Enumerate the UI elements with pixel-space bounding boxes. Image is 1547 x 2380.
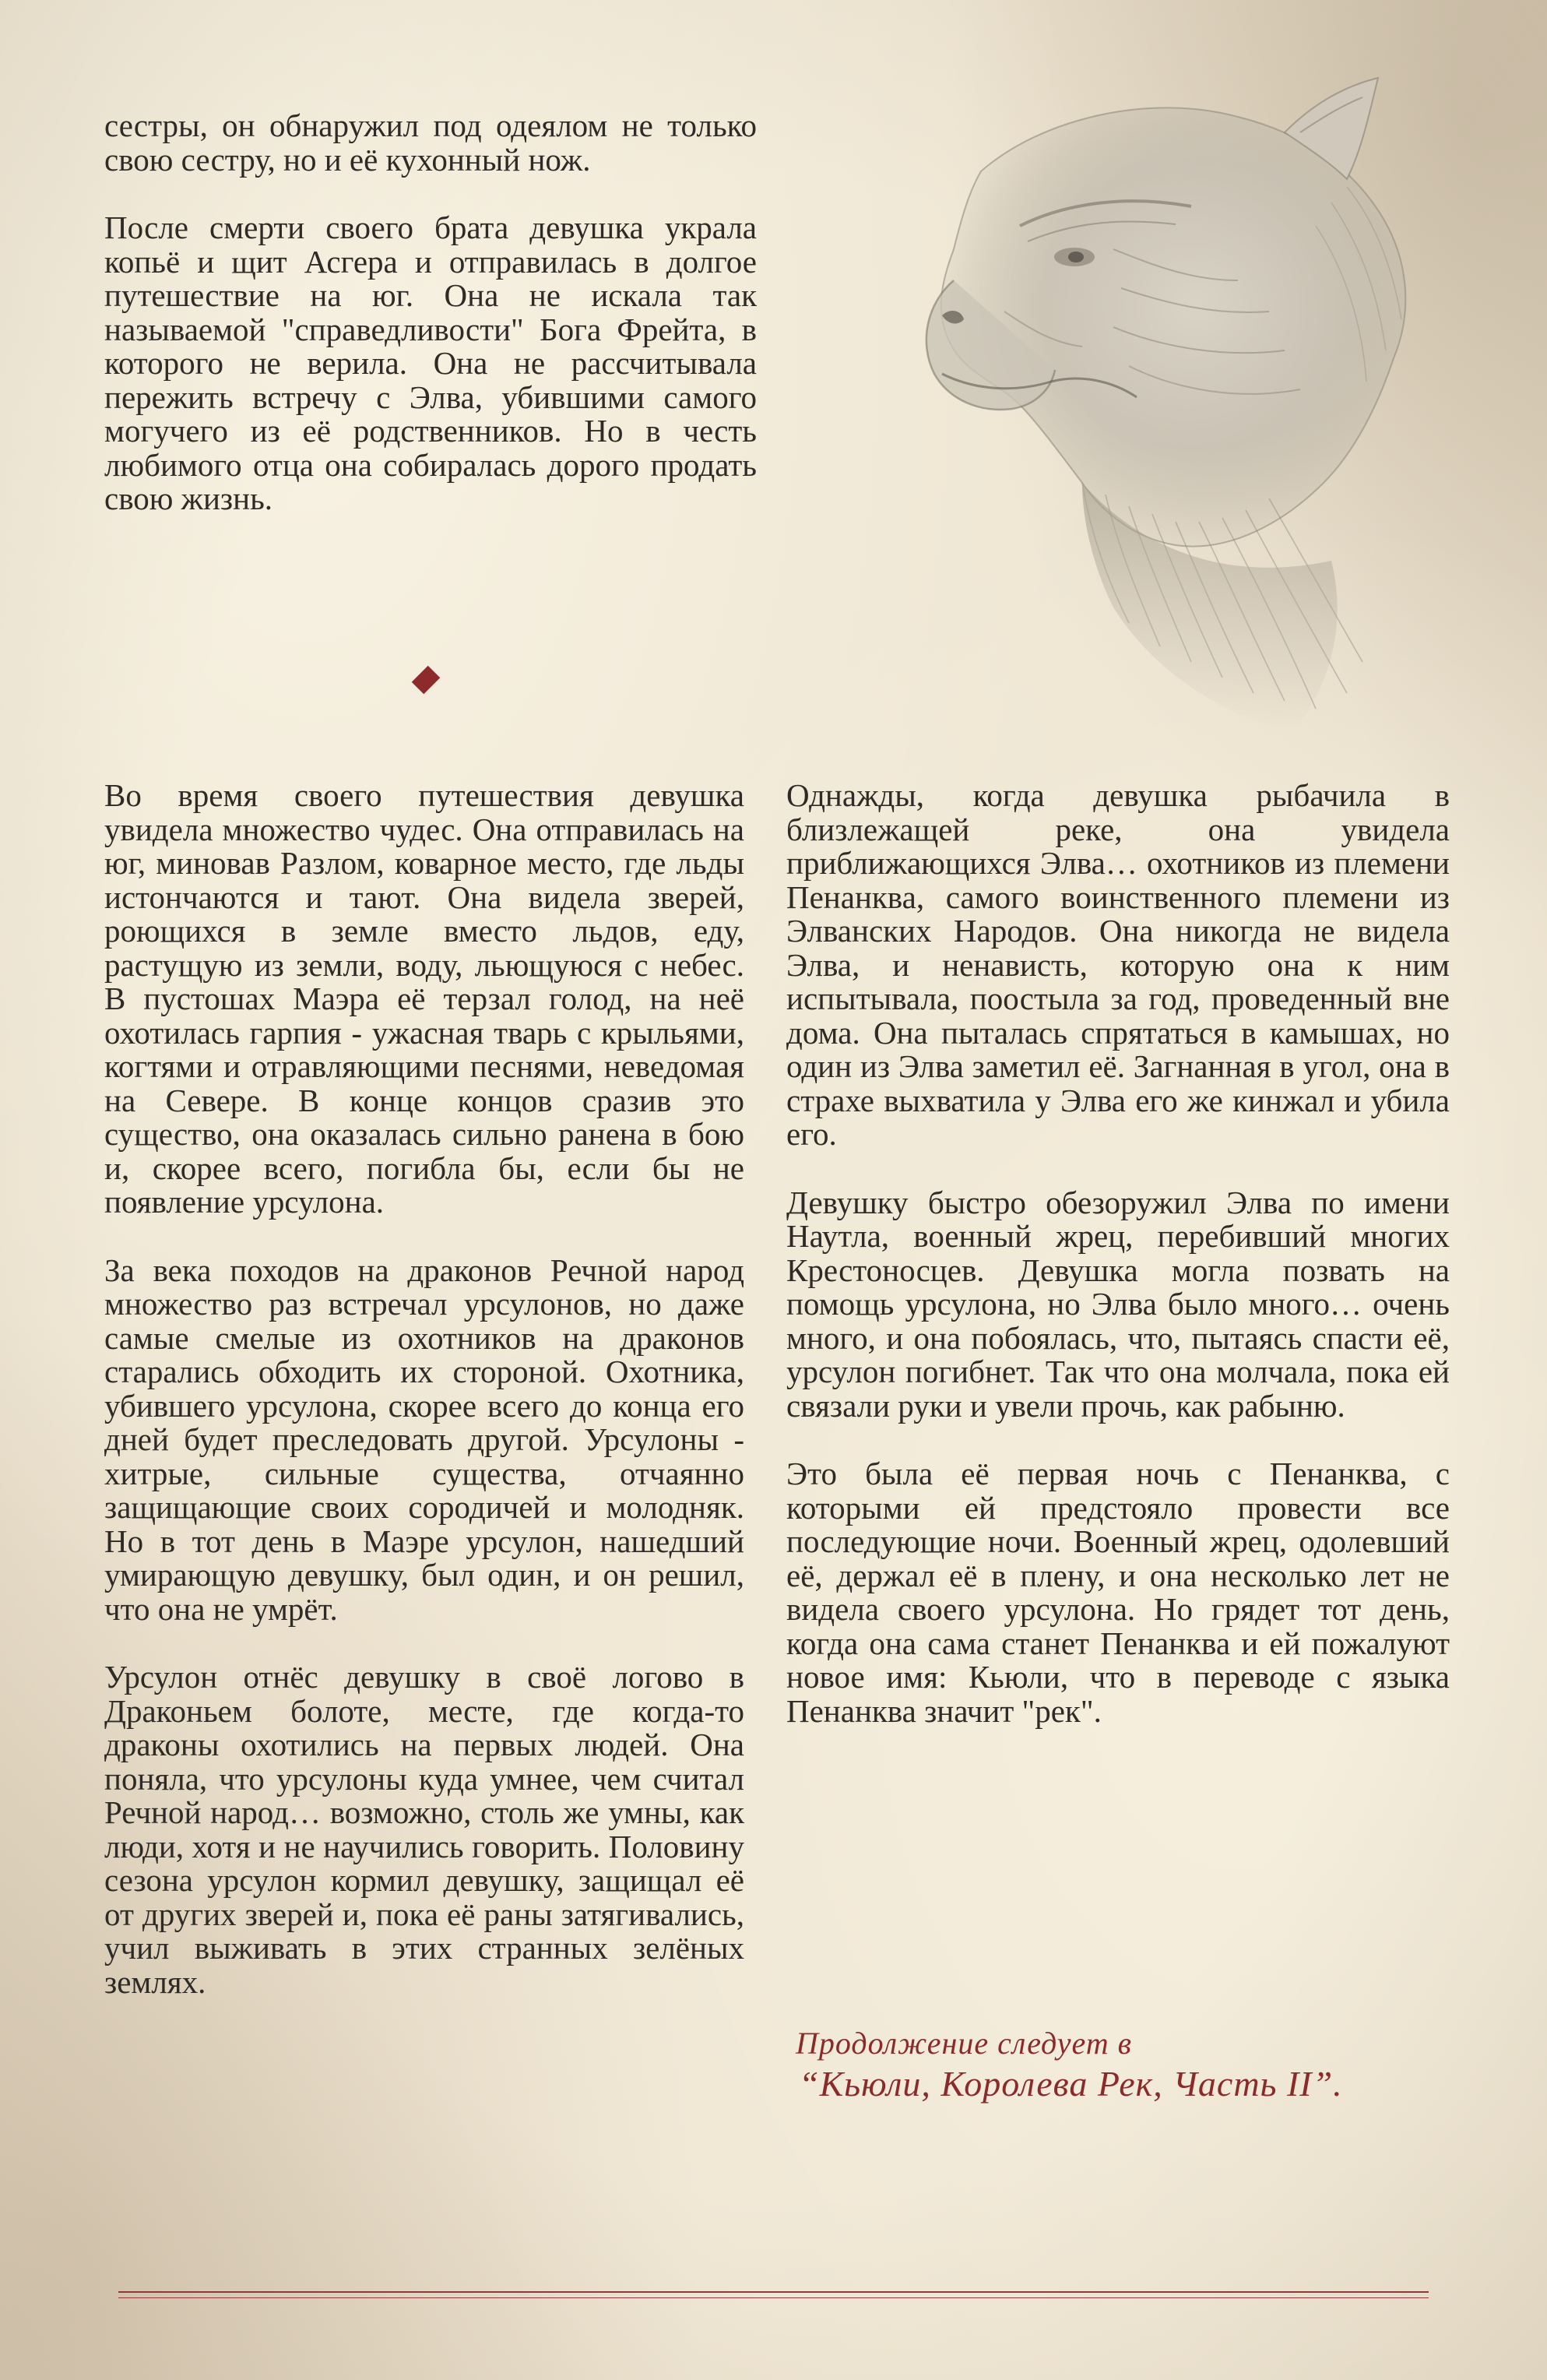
left-paragraph-3: Урсулон отнёс девушку в своё логово в Драконьем болоте, месте, где когда-то драконы охотились на первых людей. Она поняла, что урсулоны куда умнее, чем считал Речной народ… возможно, столь же умны, как люди, хотя и не научились говорить. Половину сезона урсулон кормил девушку, защищал её от других зверей и, пока её раны затягивались, учил выживать в этих странных зелёных землях. bbox=[104, 1659, 744, 2000]
right-paragraph-3: Это была её первая ночь с Пенанква, с которыми ей предстояло провести все последующие ночи. Военный жрец, одолевший её, держал её в плену, и она несколько лет не видела своего урсулона. Но грядет тот день, когда она сама станет Пенанква и ей пожалуют новое имя: Кьюли, что в переводе с языка Пенанква значит "рек". bbox=[786, 1456, 1450, 1729]
footer-rule bbox=[118, 2291, 1429, 2293]
left-paragraph-1: Во время своего путешествия девушка увидела множество чудес. Она отправилась на юг, миновав Разлом, коварное место, где льды истончаются и тают. Она видела зверей, роющихся в земле вместо льдов, еду, растущую из земли, воду, льющуюся с небес. В пустошах Маэра её терзал голод, на неё охотилась гарпия - ужасная тварь с крыльями, когтями и отравляющими песнями, неведомая на Севере. В конце концов сразив это существо, она оказалась сильно ранена в бою и, скорее всего, погибла бы, если бы не появление урсулона. bbox=[104, 777, 744, 1220]
right-paragraph-2: Девушку быстро обезоружил Элва по имени Наутла, военный жрец, перебивший многих Крестоносцев. Девушка могла позвать на помощь урсулона, но Элва было много… очень много, и она побоялась, что, пытаясь спасти её, урсулон погибнет. Так что она молчала, пока ей связали руки и увели прочь, как рабыню. bbox=[786, 1184, 1450, 1424]
right-paragraph-1: Однажды, когда девушка рыбачила в близлежащей реке, она увидела приближающихся Элва… охотников из племени Пенанква, самого воинственного племени из Элванских Народов. Она никогда не видела Элва, и ненависть, которую она к ним испытывала, поостыла за год, проведенный вне дома. Она пыталась спрятаться в камышах, но один из Элва заметил её. Загнанная в угол, она в страхе выхватила у Элва его же кинжал и убила его. bbox=[786, 777, 1450, 1152]
continued-line-2: “Кьюли, Королева Рек, Часть II”. bbox=[799, 2064, 1343, 2104]
left-paragraph-2: За века походов на драконов Речной народ множество раз встречал урсулонов, но даже самые смелые из охотников на драконов старались обходить их стороной. Охотника, убившего урсулона, скорее всего до конца его дней будет преследовать другой. Урсулоны - хитрые, сильные существа, отчаянно защищающие своих сородичей и молодняк. Но в тот день в Маэре урсулон, нашедший умирающую девушку, был один, и он решил, что она не умрёт. bbox=[104, 1252, 744, 1627]
intro-text bbox=[104, 109, 757, 516]
left-column bbox=[104, 779, 744, 1999]
intro-paragraph-1: сестры, он обнаружил под одеялом не только свою сестру, но и её кухонный нож. bbox=[104, 107, 757, 178]
right-column bbox=[786, 779, 1450, 1728]
footer-rule-thin bbox=[118, 2297, 1429, 2298]
intro-paragraph-2: После смерти своего брата девушка украла копьё и щит Асгера и отправилась в долгое путешествие на юг. Она не искала так называемой "справедливости" Бога Фрейта, в которого не верила. Она не рассчитывала пережить встречу с Элва, убившими самого могучего из её родственников. Но в честь любимого отца она собиралась дорого продать свою жизнь. bbox=[104, 209, 757, 516]
continued-note bbox=[796, 2025, 1496, 2106]
diamond-ornament-icon bbox=[412, 666, 441, 695]
continued-line-1: Продолжение следует в bbox=[796, 2026, 1132, 2061]
creature-head-sketch-icon bbox=[786, 47, 1487, 748]
